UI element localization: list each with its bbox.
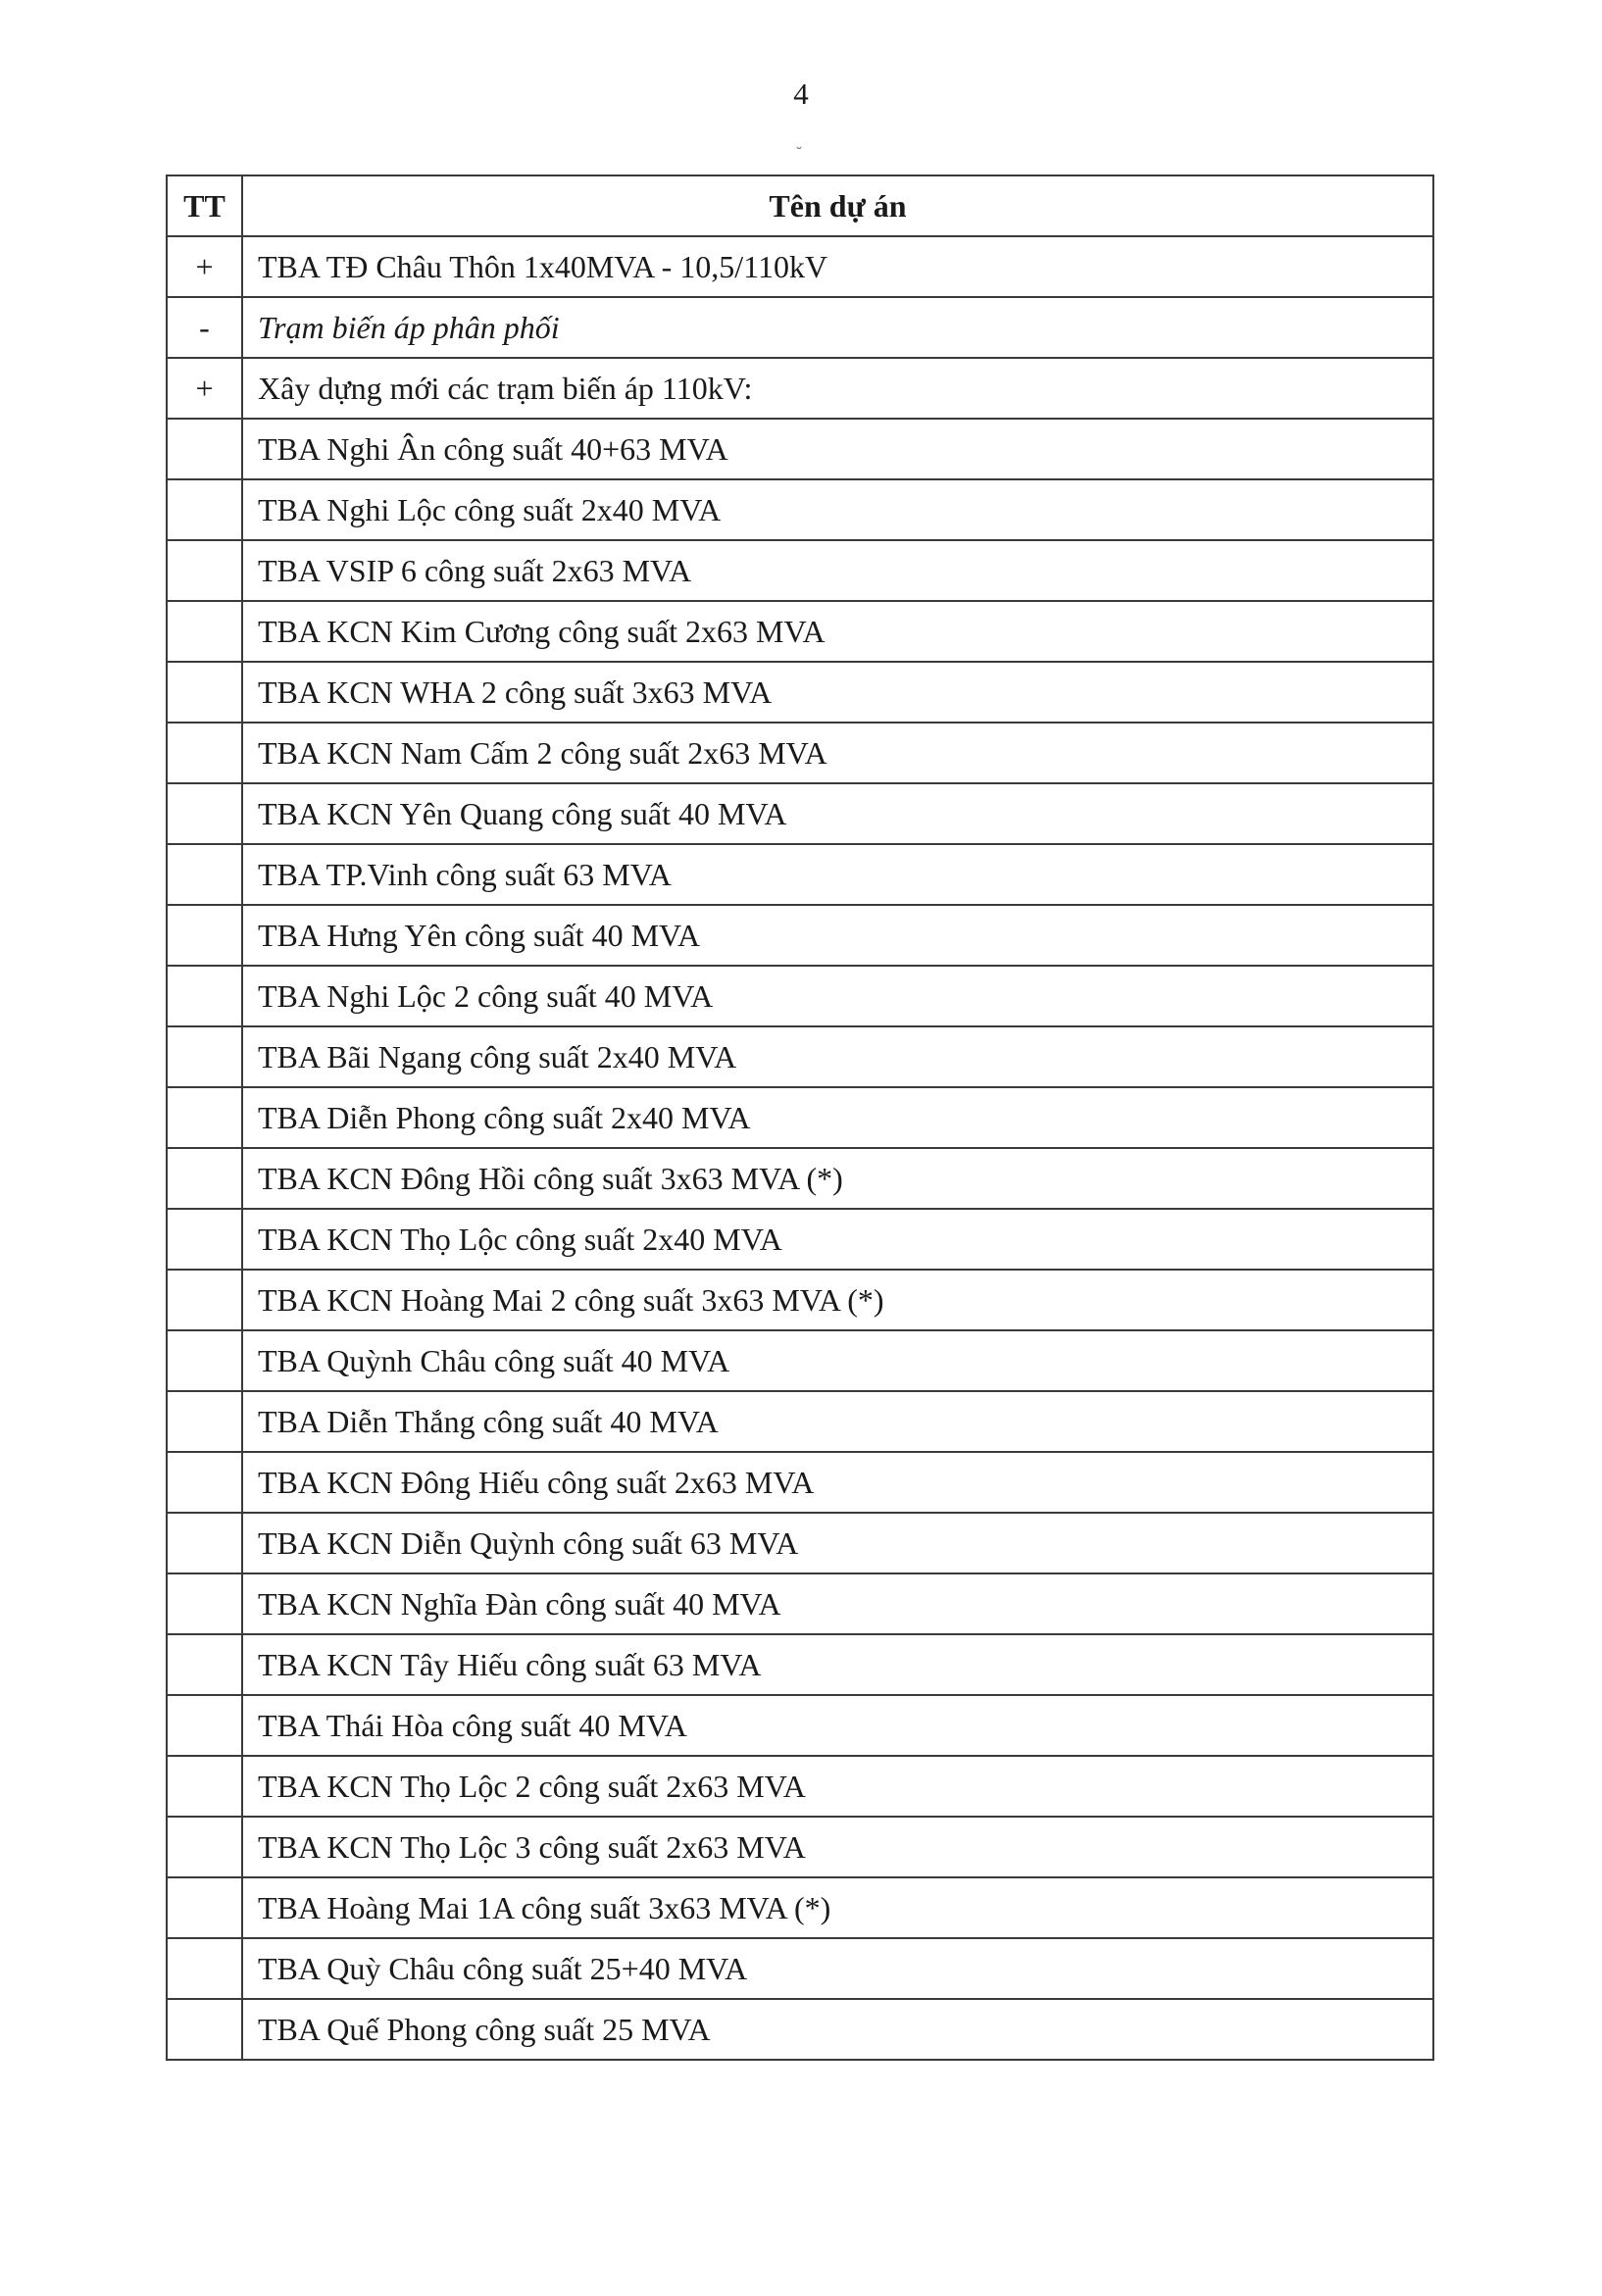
table-row bbox=[167, 723, 1433, 783]
table-row bbox=[167, 783, 1433, 844]
header-tt: TT bbox=[167, 175, 242, 236]
row-project-name: TBA Nghi Lộc 2 công suất 40 MVA bbox=[242, 966, 1433, 1026]
row-tt-cell bbox=[167, 1270, 242, 1330]
row-project-name: TBA Nghi Lộc công suất 2x40 MVA bbox=[242, 479, 1433, 540]
table-row bbox=[167, 297, 1433, 358]
row-tt-cell bbox=[167, 1330, 242, 1391]
table-row bbox=[167, 1634, 1433, 1695]
row-tt-cell bbox=[167, 601, 242, 662]
row-project-name: TBA Hoàng Mai 1A công suất 3x63 MVA (*) bbox=[242, 1877, 1433, 1938]
row-tt-cell bbox=[167, 419, 242, 479]
project-table bbox=[166, 175, 1434, 2061]
row-project-name: TBA Bãi Ngang công suất 2x40 MVA bbox=[242, 1026, 1433, 1087]
table-row bbox=[167, 966, 1433, 1026]
row-tt-cell bbox=[167, 783, 242, 844]
row-project-name: TBA TĐ Châu Thôn 1x40MVA - 10,5/110kV bbox=[242, 236, 1433, 297]
row-project-name: TBA Hưng Yên công suất 40 MVA bbox=[242, 905, 1433, 966]
row-tt-cell bbox=[167, 844, 242, 905]
table-row bbox=[167, 1817, 1433, 1877]
row-tt-cell bbox=[167, 1148, 242, 1209]
table-row bbox=[167, 236, 1433, 297]
row-project-name: TBA KCN Đông Hồi công suất 3x63 MVA (*) bbox=[242, 1148, 1433, 1209]
table-body bbox=[167, 236, 1433, 2060]
row-project-name: TBA KCN Thọ Lộc công suất 2x40 MVA bbox=[242, 1209, 1433, 1270]
row-project-name: TBA KCN Diễn Quỳnh công suất 63 MVA bbox=[242, 1513, 1433, 1573]
row-tt-cell bbox=[167, 1209, 242, 1270]
row-project-name: TBA Quế Phong công suất 25 MVA bbox=[242, 1999, 1433, 2060]
row-tt-cell: - bbox=[167, 297, 242, 358]
table-row bbox=[167, 1209, 1433, 1270]
row-project-name: TBA VSIP 6 công suất 2x63 MVA bbox=[242, 540, 1433, 601]
table-row bbox=[167, 419, 1433, 479]
table-row bbox=[167, 1999, 1433, 2060]
row-project-name: TBA KCN Nghĩa Đàn công suất 40 MVA bbox=[242, 1573, 1433, 1634]
row-project-name: TBA KCN Yên Quang công suất 40 MVA bbox=[242, 783, 1433, 844]
row-project-name: TBA KCN Hoàng Mai 2 công suất 3x63 MVA (*) bbox=[242, 1270, 1433, 1330]
row-tt-cell bbox=[167, 1999, 242, 2060]
table-row bbox=[167, 1087, 1433, 1148]
table-row bbox=[167, 601, 1433, 662]
row-tt-cell: + bbox=[167, 358, 242, 419]
row-tt-cell bbox=[167, 1026, 242, 1087]
row-project-name: Xây dựng mới các trạm biến áp 110kV: bbox=[242, 358, 1433, 419]
row-tt-cell bbox=[167, 1817, 242, 1877]
row-tt-cell bbox=[167, 1573, 242, 1634]
table-header-row bbox=[167, 175, 1433, 236]
table-row bbox=[167, 1695, 1433, 1756]
table-row bbox=[167, 1452, 1433, 1513]
row-tt-cell bbox=[167, 1756, 242, 1817]
table-row bbox=[167, 540, 1433, 601]
row-project-name: TBA Diễn Phong công suất 2x40 MVA bbox=[242, 1087, 1433, 1148]
row-project-name: TBA Quỳnh Châu công suất 40 MVA bbox=[242, 1330, 1433, 1391]
table-row bbox=[167, 1026, 1433, 1087]
row-tt-cell bbox=[167, 1877, 242, 1938]
row-project-name: TBA KCN Đông Hiếu công suất 2x63 MVA bbox=[242, 1452, 1433, 1513]
table-row bbox=[167, 905, 1433, 966]
row-tt-cell bbox=[167, 1938, 242, 1999]
row-tt-cell bbox=[167, 479, 242, 540]
row-tt-cell bbox=[167, 966, 242, 1026]
row-tt-cell bbox=[167, 1513, 242, 1573]
page-number: 4 bbox=[793, 76, 809, 111]
table-row bbox=[167, 1270, 1433, 1330]
table-row bbox=[167, 844, 1433, 905]
row-tt-cell bbox=[167, 540, 242, 601]
row-project-name: TBA Nghi Ân công suất 40+63 MVA bbox=[242, 419, 1433, 479]
row-project-name: TBA KCN Thọ Lộc 2 công suất 2x63 MVA bbox=[242, 1756, 1433, 1817]
table-row bbox=[167, 358, 1433, 419]
scan-mark: ˘ bbox=[796, 143, 802, 163]
row-project-name: TBA KCN Nam Cấm 2 công suất 2x63 MVA bbox=[242, 723, 1433, 783]
table-row bbox=[167, 1938, 1433, 1999]
table-row bbox=[167, 479, 1433, 540]
row-tt-cell bbox=[167, 1695, 242, 1756]
row-project-name: TBA KCN WHA 2 công suất 3x63 MVA bbox=[242, 662, 1433, 723]
row-tt-cell bbox=[167, 905, 242, 966]
row-project-name: TBA Quỳ Châu công suất 25+40 MVA bbox=[242, 1938, 1433, 1999]
table-row bbox=[167, 1148, 1433, 1209]
row-project-name: TBA KCN Thọ Lộc 3 công suất 2x63 MVA bbox=[242, 1817, 1433, 1877]
row-tt-cell bbox=[167, 723, 242, 783]
row-project-name: TBA KCN Kim Cương công suất 2x63 MVA bbox=[242, 601, 1433, 662]
row-tt-cell bbox=[167, 1087, 242, 1148]
table-row bbox=[167, 1391, 1433, 1452]
row-tt-cell bbox=[167, 662, 242, 723]
row-project-name: TBA KCN Tây Hiếu công suất 63 MVA bbox=[242, 1634, 1433, 1695]
table-row bbox=[167, 1330, 1433, 1391]
row-tt-cell bbox=[167, 1634, 242, 1695]
row-project-name: TBA Diễn Thắng công suất 40 MVA bbox=[242, 1391, 1433, 1452]
row-tt-cell bbox=[167, 1452, 242, 1513]
table-row bbox=[167, 662, 1433, 723]
table-row bbox=[167, 1573, 1433, 1634]
table-row bbox=[167, 1877, 1433, 1938]
row-project-name: TBA TP.Vinh công suất 63 MVA bbox=[242, 844, 1433, 905]
row-tt-cell: + bbox=[167, 236, 242, 297]
table-row bbox=[167, 1756, 1433, 1817]
row-tt-cell bbox=[167, 1391, 242, 1452]
header-project-name: Tên dự án bbox=[242, 175, 1433, 236]
table-row bbox=[167, 1513, 1433, 1573]
row-project-name: Trạm biến áp phân phối bbox=[242, 297, 1433, 358]
row-project-name: TBA Thái Hòa công suất 40 MVA bbox=[242, 1695, 1433, 1756]
